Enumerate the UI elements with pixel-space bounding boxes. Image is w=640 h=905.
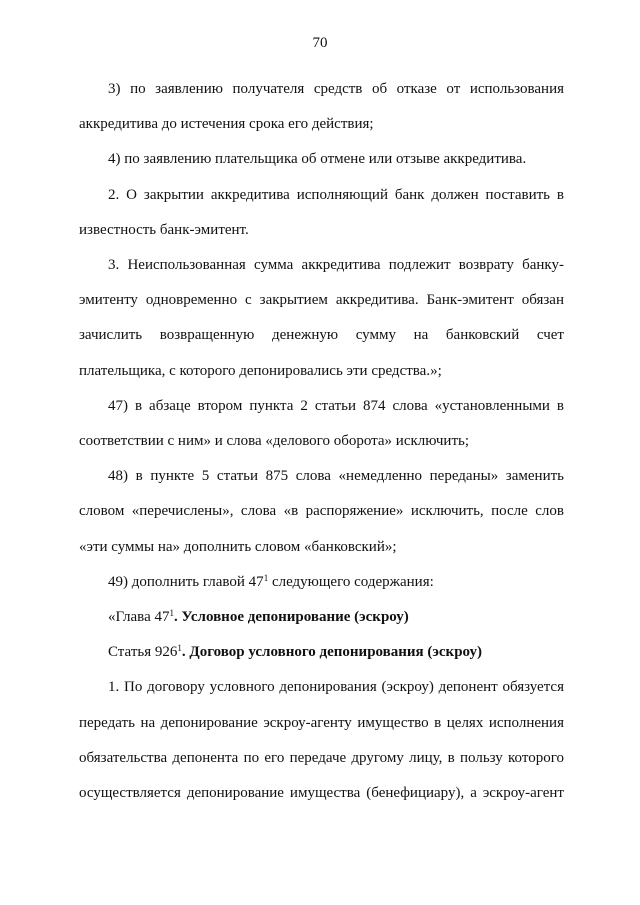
chapter-heading-superscript: 1	[169, 608, 174, 619]
body-text	[79, 72, 564, 811]
page-number: 70	[312, 35, 328, 51]
chapter-heading-title: . Условное депонирование (эскроу)	[173, 609, 409, 626]
article-heading-title: . Договор условного депонирования (эскроу)	[181, 644, 482, 661]
amendment-49-post: следующего содержания:	[268, 573, 434, 590]
paragraph-amendment-49	[79, 565, 564, 600]
chapter-heading	[79, 600, 564, 635]
paragraph-item-4: 4) по заявлению плательщика об отмене или отзыве аккредитива.	[108, 151, 527, 168]
paragraph-amendment-47: 47) в абзаце втором пункта 2 статьи 874 слова «установленными в соответствии с ним» и слова «делового оборота» исключить;	[79, 397, 564, 450]
article-heading	[79, 635, 564, 670]
article-heading-superscript: 1	[177, 643, 182, 654]
paragraph-article-point-1: 1. По договору условного депонирования (эскроу) депонент обязуется передать на депонирование эскроу-агенту имущество в целях исполнения обязательства депонента по его передаче другому лицу, в пользу которого осуществляется депонирование имущества (бенефициару), а эскроу-агент	[79, 679, 564, 802]
paragraph-item-3: 3) по заявлению получателя средств об отказе от использования аккредитива до истечения срока его действия;	[79, 81, 564, 133]
paragraph-amendment-48: 48) в пункте 5 статьи 875 слова «немедленно переданы» заменить словом «перечислены», слова «в распоряжение» исключить, после слов «эти суммы на» дополнить словом «банковский»;	[79, 468, 564, 555]
article-heading-pre: Статья 926	[108, 644, 178, 661]
paragraph-point-2: 2. О закрытии аккредитива исполняющий банк должен поставить в известность банк-эмитент.	[79, 186, 564, 238]
paragraph-point-3: 3. Неиспользованная сумма аккредитива подлежит возврату банку-эмитенту одновременно с закрытием аккредитива. Банк-эмитент обязан зачислить возвращенную денежную сумму на банковский счет плательщика, с которого депонировались эти средства.»;	[79, 257, 564, 379]
amendment-49-pre: 49) дополнить главой 47	[108, 573, 264, 590]
amendment-49-superscript: 1	[263, 572, 269, 583]
chapter-heading-pre: «Глава 47	[108, 609, 170, 626]
